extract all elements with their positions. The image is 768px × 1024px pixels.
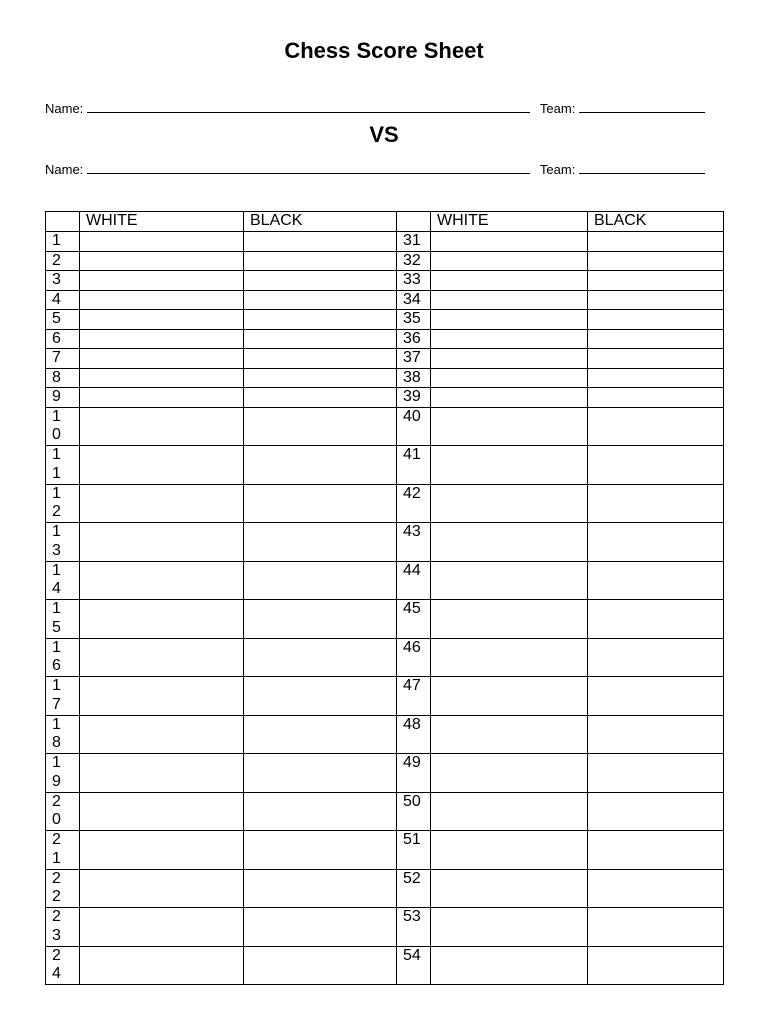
white-move-cell[interactable]: [431, 792, 588, 831]
black-move-cell[interactable]: [588, 232, 724, 252]
black-move-cell[interactable]: [588, 407, 724, 446]
move-number-right: [397, 831, 431, 870]
black-move-cell[interactable]: [244, 754, 397, 793]
player1-name-field[interactable]: [87, 99, 530, 113]
move-number-right: [397, 792, 431, 831]
move-number: 39: [403, 388, 421, 405]
score-table: [45, 211, 724, 985]
white-move-cell[interactable]: [80, 388, 244, 408]
table-row: [46, 446, 724, 485]
move-number-left: [46, 677, 80, 716]
black-move-cell[interactable]: [244, 388, 397, 408]
move-number-left: [46, 523, 80, 562]
table-row: [46, 831, 724, 870]
page-title: Chess Score Sheet: [284, 38, 484, 63]
black-move-cell[interactable]: [244, 310, 397, 330]
player1-team-field[interactable]: [579, 99, 705, 113]
table-row: [46, 523, 724, 562]
move-number-left: [46, 349, 80, 369]
move-number: 52: [403, 869, 421, 887]
move-number: 18: [52, 715, 61, 751]
move-number: 22: [52, 869, 61, 905]
move-number: 43: [403, 523, 421, 540]
black-move-cell[interactable]: [588, 715, 724, 754]
move-number: 12: [52, 484, 61, 520]
move-number: 2: [52, 251, 61, 269]
move-number: 19: [52, 754, 61, 790]
table-row: [46, 368, 724, 388]
black-move-cell[interactable]: [588, 368, 724, 388]
move-number: 50: [403, 792, 421, 810]
move-number: 5: [52, 310, 61, 327]
white-move-cell[interactable]: [80, 831, 244, 870]
table-row: [46, 908, 724, 947]
white-move-cell[interactable]: [431, 329, 588, 349]
player1-line: [45, 99, 705, 116]
move-number-left: [46, 484, 80, 523]
move-number-left: [46, 600, 80, 639]
move-number: 35: [403, 310, 421, 327]
vs-label: VS: [369, 122, 399, 147]
move-number-left: [46, 368, 80, 388]
black-move-cell[interactable]: [588, 754, 724, 793]
table-row: [46, 677, 724, 716]
table-row: [46, 792, 724, 831]
move-number-right: [397, 446, 431, 485]
black-move-cell[interactable]: [588, 290, 724, 310]
move-number-right: [397, 715, 431, 754]
move-number-right: [397, 388, 431, 408]
move-number: 21: [52, 831, 61, 867]
white-move-cell[interactable]: [80, 715, 244, 754]
move-number: 42: [403, 484, 421, 502]
table-row: [46, 407, 724, 446]
black-move-cell[interactable]: [244, 407, 397, 446]
move-number-right: [397, 908, 431, 947]
black-move-cell[interactable]: [588, 831, 724, 870]
move-number-left: [46, 407, 80, 446]
move-number: 11: [52, 446, 61, 482]
white-move-cell[interactable]: [431, 715, 588, 754]
white-move-cell[interactable]: [431, 368, 588, 388]
black-move-cell[interactable]: [244, 561, 397, 600]
move-number: 53: [403, 908, 421, 925]
white-move-cell[interactable]: [431, 232, 588, 252]
move-number-right: [397, 407, 431, 446]
move-number: 8: [52, 368, 61, 386]
white-move-cell[interactable]: [80, 754, 244, 793]
header-white-right: WHITE: [431, 212, 588, 232]
black-move-cell[interactable]: [244, 329, 397, 349]
black-move-cell[interactable]: [244, 290, 397, 310]
move-number-left: [46, 831, 80, 870]
black-move-cell[interactable]: [588, 484, 724, 523]
move-number-right: [397, 946, 431, 985]
move-number-right: [397, 677, 431, 716]
table-row: [46, 484, 724, 523]
black-move-cell[interactable]: [244, 869, 397, 908]
white-move-cell[interactable]: [80, 869, 244, 908]
move-number-right: [397, 232, 431, 252]
header-black-right: BLACK: [588, 212, 724, 232]
move-number: 15: [52, 600, 61, 636]
table-header-row: [46, 212, 724, 232]
white-move-cell[interactable]: [431, 946, 588, 985]
move-number: 38: [403, 368, 421, 386]
table-row: [46, 329, 724, 349]
black-move-cell[interactable]: [244, 946, 397, 985]
black-move-cell[interactable]: [244, 908, 397, 947]
white-move-cell[interactable]: [80, 446, 244, 485]
move-number-right: [397, 754, 431, 793]
move-number-left: [46, 869, 80, 908]
white-move-cell[interactable]: [80, 638, 244, 677]
white-move-cell[interactable]: [80, 946, 244, 985]
move-number: 20: [52, 792, 61, 828]
black-move-cell[interactable]: [244, 831, 397, 870]
black-move-cell[interactable]: [588, 329, 724, 349]
black-move-cell[interactable]: [244, 251, 397, 271]
move-number-left: [46, 310, 80, 330]
white-move-cell[interactable]: [80, 368, 244, 388]
player2-name-field[interactable]: [87, 160, 530, 174]
white-move-cell[interactable]: [431, 484, 588, 523]
black-move-cell[interactable]: [588, 792, 724, 831]
table-row: [46, 715, 724, 754]
black-move-cell[interactable]: [588, 677, 724, 716]
move-number-right: [397, 523, 431, 562]
white-move-cell[interactable]: [80, 290, 244, 310]
move-number: 1: [52, 232, 61, 249]
white-move-cell[interactable]: [431, 638, 588, 677]
move-number: 48: [403, 715, 421, 733]
player2-name-label: Name:: [45, 162, 84, 177]
move-number-left: [46, 638, 80, 677]
black-move-cell[interactable]: [588, 561, 724, 600]
black-move-cell[interactable]: [244, 368, 397, 388]
move-number: 24: [52, 946, 61, 982]
black-move-cell[interactable]: [244, 638, 397, 677]
black-move-cell[interactable]: [244, 232, 397, 252]
move-number: 32: [403, 251, 421, 269]
table-row: [46, 638, 724, 677]
move-number: 49: [403, 754, 421, 771]
white-move-cell[interactable]: [80, 677, 244, 716]
white-move-cell[interactable]: [431, 523, 588, 562]
move-number: 41: [403, 446, 421, 463]
player1-name-label: Name:: [45, 101, 84, 116]
black-move-cell[interactable]: [244, 484, 397, 523]
white-move-cell[interactable]: [80, 251, 244, 271]
white-move-cell[interactable]: [80, 407, 244, 446]
white-move-cell[interactable]: [80, 310, 244, 330]
black-move-cell[interactable]: [244, 677, 397, 716]
move-number-right: [397, 349, 431, 369]
move-number: 17: [52, 677, 61, 713]
black-move-cell[interactable]: [588, 349, 724, 369]
black-move-cell[interactable]: [244, 446, 397, 485]
move-number: 10: [52, 407, 61, 443]
move-number-left: [46, 754, 80, 793]
white-move-cell[interactable]: [80, 349, 244, 369]
black-move-cell[interactable]: [244, 600, 397, 639]
table-row: [46, 754, 724, 793]
table-row: [46, 290, 724, 310]
table-row: [46, 349, 724, 369]
player2-team-field[interactable]: [579, 160, 705, 174]
white-move-cell[interactable]: [431, 388, 588, 408]
table-row: [46, 600, 724, 639]
move-number: 23: [52, 908, 61, 944]
move-number-left: [46, 792, 80, 831]
move-number: 37: [403, 349, 421, 366]
white-move-cell[interactable]: [431, 600, 588, 639]
black-move-cell[interactable]: [588, 908, 724, 947]
white-move-cell[interactable]: [80, 523, 244, 562]
move-number-right: [397, 638, 431, 677]
black-move-cell[interactable]: [588, 446, 724, 485]
black-move-cell[interactable]: [588, 946, 724, 985]
move-number-left: [46, 251, 80, 271]
move-number: 46: [403, 638, 421, 656]
move-number: 4: [52, 290, 61, 308]
move-number: 31: [403, 232, 421, 249]
move-number-left: [46, 388, 80, 408]
black-move-cell[interactable]: [244, 792, 397, 831]
move-number-left: [46, 446, 80, 485]
white-move-cell[interactable]: [80, 271, 244, 291]
move-number-left: [46, 232, 80, 252]
move-number-left: [46, 946, 80, 985]
black-move-cell[interactable]: [244, 349, 397, 369]
move-number: 7: [52, 349, 61, 366]
move-number-left: [46, 271, 80, 291]
black-move-cell[interactable]: [588, 638, 724, 677]
table-row: [46, 869, 724, 908]
player1-team-label: Team:: [539, 101, 576, 116]
white-move-cell[interactable]: [431, 561, 588, 600]
black-move-cell[interactable]: [588, 523, 724, 562]
header-white-left: WHITE: [80, 212, 244, 232]
move-number-right: [397, 600, 431, 639]
black-move-cell[interactable]: [588, 600, 724, 639]
move-number: 6: [52, 329, 61, 347]
white-move-cell[interactable]: [431, 677, 588, 716]
move-number: 51: [403, 831, 421, 848]
white-move-cell[interactable]: [80, 232, 244, 252]
white-move-cell[interactable]: [431, 446, 588, 485]
white-move-cell[interactable]: [80, 600, 244, 639]
move-number: 36: [403, 329, 421, 347]
white-move-cell[interactable]: [431, 349, 588, 369]
white-move-cell[interactable]: [431, 831, 588, 870]
player2-team-label: Team:: [539, 162, 576, 177]
move-number: 9: [52, 388, 61, 405]
black-move-cell[interactable]: [588, 388, 724, 408]
white-move-cell[interactable]: [431, 754, 588, 793]
white-move-cell[interactable]: [431, 271, 588, 291]
move-number: 54: [403, 946, 421, 964]
move-number-right: [397, 271, 431, 291]
white-move-cell[interactable]: [80, 792, 244, 831]
move-number-right: [397, 869, 431, 908]
black-move-cell[interactable]: [244, 523, 397, 562]
header-move-right: [397, 212, 431, 232]
white-move-cell[interactable]: [80, 329, 244, 349]
move-number: 13: [52, 523, 61, 559]
table-row: [46, 232, 724, 252]
move-number-right: [397, 561, 431, 600]
move-number: 34: [403, 290, 421, 308]
move-number-left: [46, 908, 80, 947]
move-number: 40: [403, 407, 421, 425]
black-move-cell[interactable]: [244, 715, 397, 754]
white-move-cell[interactable]: [80, 484, 244, 523]
white-move-cell[interactable]: [431, 290, 588, 310]
table-row: [46, 388, 724, 408]
move-number-left: [46, 715, 80, 754]
table-row: [46, 561, 724, 600]
table-row: [46, 251, 724, 271]
move-number-right: [397, 290, 431, 310]
move-number-left: [46, 561, 80, 600]
white-move-cell[interactable]: [431, 869, 588, 908]
table-row: [46, 271, 724, 291]
white-move-cell[interactable]: [80, 908, 244, 947]
move-number-left: [46, 290, 80, 310]
move-number: 44: [403, 561, 421, 579]
move-number: 33: [403, 271, 421, 288]
move-number: 16: [52, 638, 61, 674]
black-move-cell[interactable]: [588, 869, 724, 908]
move-number: 14: [52, 561, 61, 597]
white-move-cell[interactable]: [431, 310, 588, 330]
move-number: 3: [52, 271, 61, 288]
move-number-right: [397, 368, 431, 388]
black-move-cell[interactable]: [244, 271, 397, 291]
white-move-cell[interactable]: [80, 561, 244, 600]
move-number-right: [397, 251, 431, 271]
move-number-left: [46, 329, 80, 349]
white-move-cell[interactable]: [431, 908, 588, 947]
move-number-right: [397, 484, 431, 523]
table-row: [46, 310, 724, 330]
black-move-cell[interactable]: [588, 310, 724, 330]
white-move-cell[interactable]: [431, 251, 588, 271]
move-number: 47: [403, 677, 421, 694]
move-number-right: [397, 329, 431, 349]
white-move-cell[interactable]: [431, 407, 588, 446]
move-number-right: [397, 310, 431, 330]
table-row: [46, 946, 724, 985]
header-black-left: BLACK: [244, 212, 397, 232]
header-move-left: [46, 212, 80, 232]
player2-line: [45, 160, 705, 177]
black-move-cell[interactable]: [588, 271, 724, 291]
move-number: 45: [403, 600, 421, 617]
black-move-cell[interactable]: [588, 251, 724, 271]
